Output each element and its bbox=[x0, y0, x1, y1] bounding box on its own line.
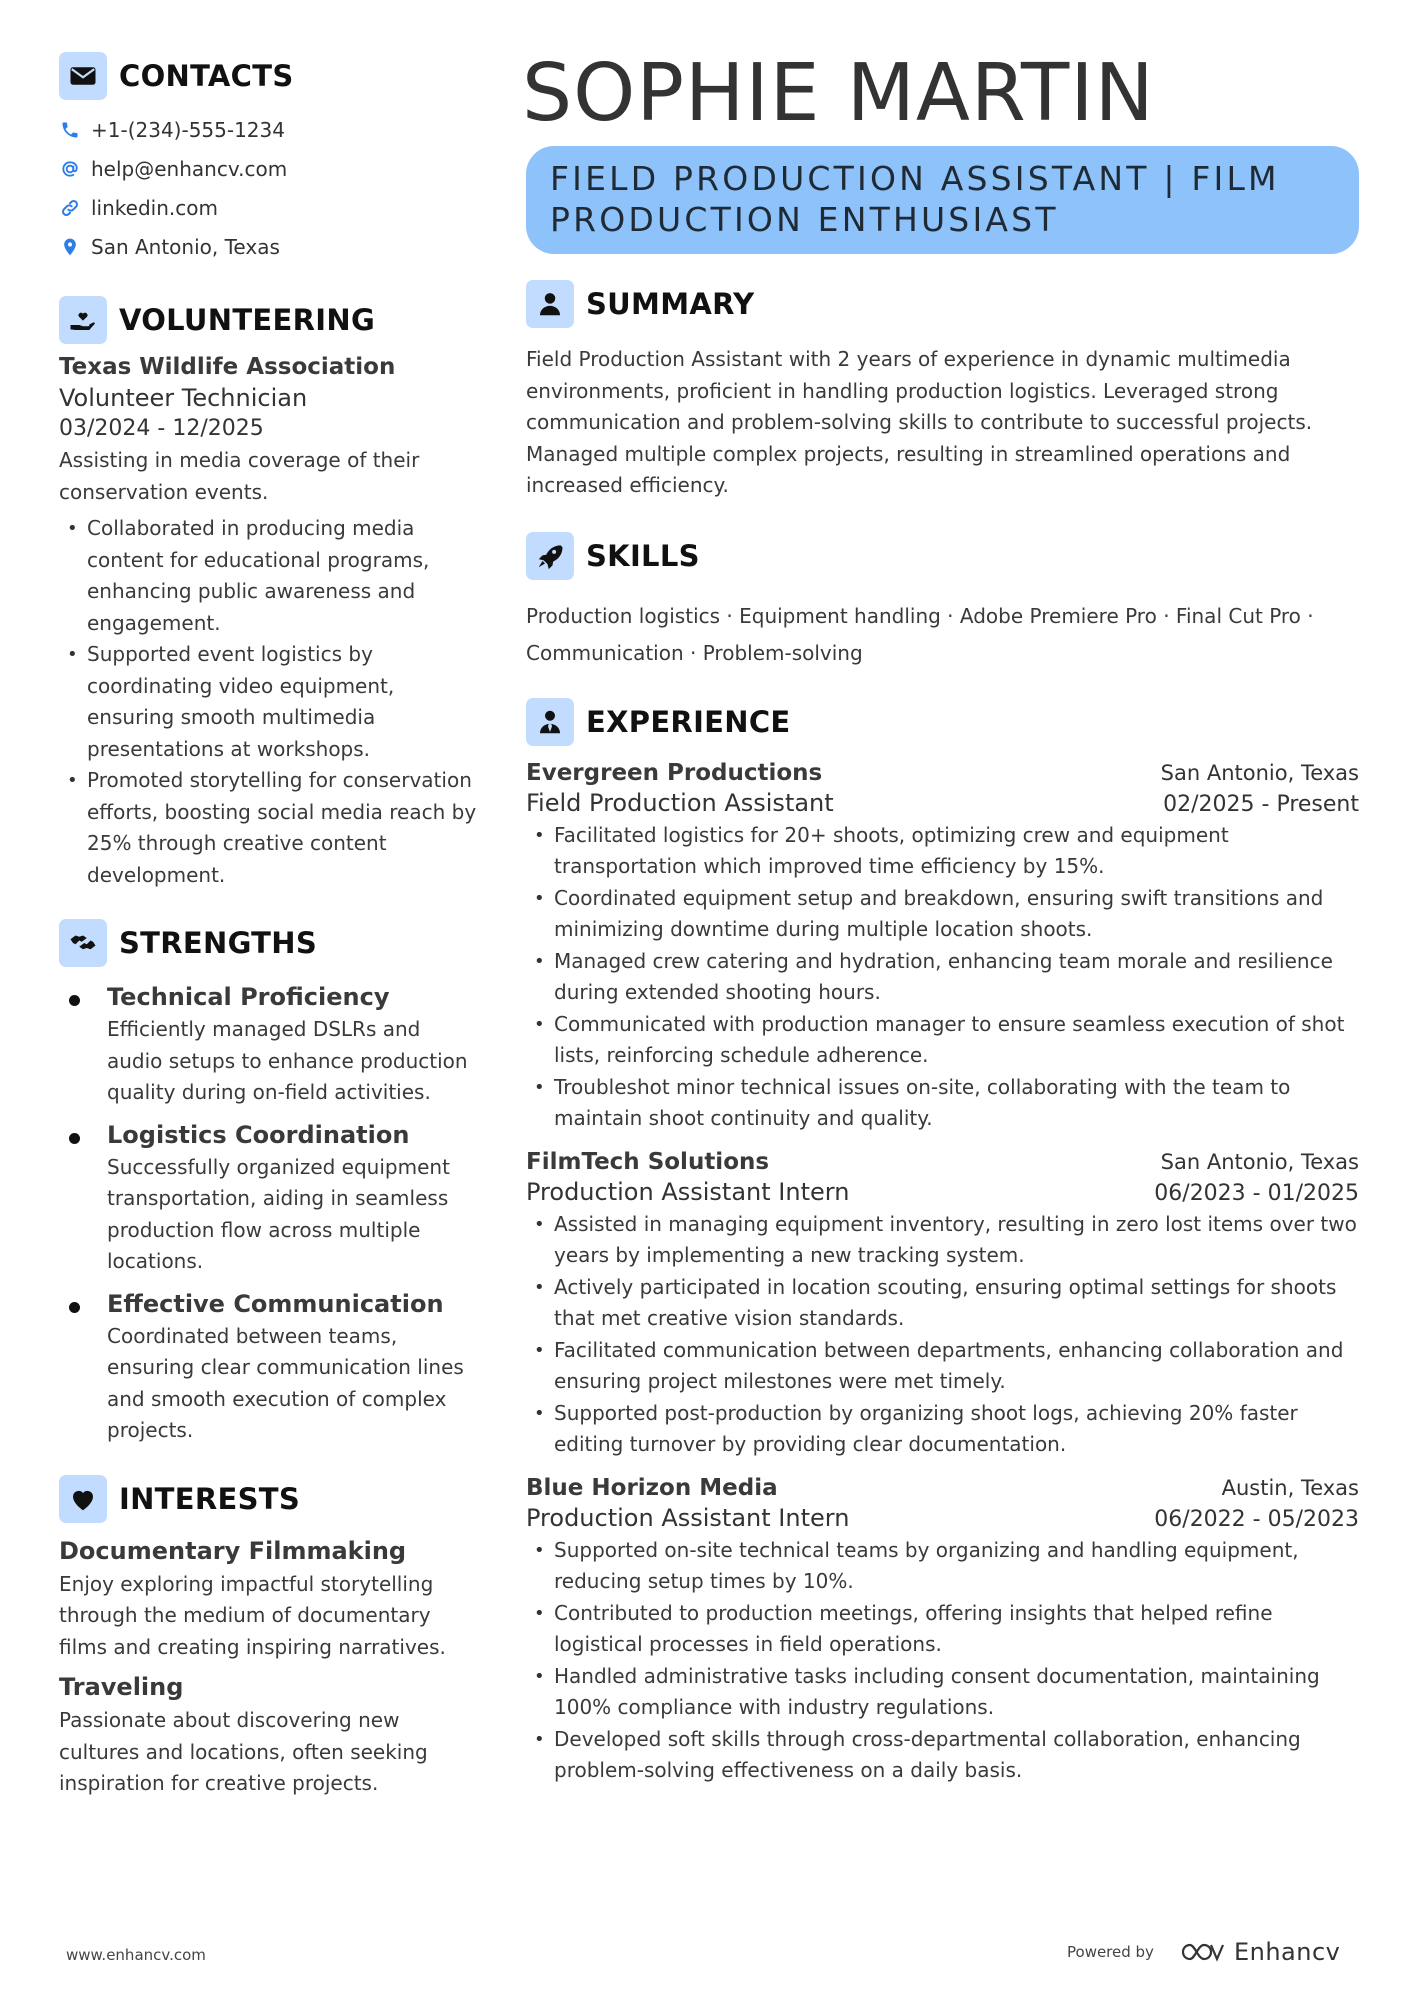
job-company: Evergreen Productions bbox=[526, 759, 823, 786]
experience-entry bbox=[526, 1475, 1359, 1787]
experience-entry bbox=[526, 760, 1359, 1135]
contacts-header bbox=[59, 52, 479, 100]
phone-icon bbox=[59, 119, 81, 141]
strength-item bbox=[59, 983, 479, 1109]
strength-item bbox=[59, 1290, 479, 1447]
contacts-list bbox=[59, 110, 479, 266]
brand-name: Enhancv bbox=[1233, 1938, 1341, 1966]
list-item: • Supported post-production by organizing shoot logs, achieving 20% faster editing turnover by providing clear documentation. bbox=[526, 1398, 1359, 1461]
skills-line: Communication · Problem-solving bbox=[526, 640, 863, 665]
interest-item bbox=[59, 1673, 479, 1800]
envelope-icon bbox=[59, 52, 107, 100]
strength-desc: Successfully organized equipment transportation, aiding in seamless production flow across multiple locations. bbox=[107, 1154, 450, 1273]
enhancv-logo bbox=[1180, 1938, 1340, 1966]
businessperson-icon bbox=[526, 698, 574, 746]
job-bullets bbox=[526, 1209, 1359, 1461]
summary-text: Field Production Assistant with 2 years of experience in dynamic multimedia environments, proficient in handling production logistics. Leveraged strong communication and problem-solving skills to contribute to successful projects. Managed multiple complex projects, resulting in streamlined operations and increased efficiency. bbox=[526, 347, 1313, 497]
interest-title: Traveling bbox=[59, 1673, 184, 1701]
contact-phone[interactable] bbox=[59, 110, 479, 149]
list-item: • Facilitated communication between departments, enhancing collaboration and ensuring project milestones were met timely. bbox=[526, 1335, 1359, 1398]
list-item: • Handled administrative tasks including consent documentation, maintaining 100% compliance with industry regulations. bbox=[526, 1661, 1359, 1724]
job-role: Production Assistant Intern bbox=[526, 1503, 850, 1532]
volunteering-header bbox=[59, 296, 479, 344]
volunteering-desc: Assisting in media coverage of their conservation events. bbox=[59, 448, 420, 504]
person-icon bbox=[526, 280, 574, 328]
powered-by-label: Powered by bbox=[1067, 1943, 1154, 1961]
job-location: Austin, Texas bbox=[1221, 1475, 1359, 1500]
heart-icon bbox=[59, 1475, 107, 1523]
summary-title: SUMMARY bbox=[586, 287, 755, 321]
contact-location bbox=[59, 227, 479, 266]
list-item: • Collaborated in producing media content for educational programs, enhancing public awareness and engagement. bbox=[59, 513, 479, 639]
job-subheader-row bbox=[526, 1504, 1359, 1532]
job-title-banner bbox=[526, 146, 1359, 254]
strengths-header bbox=[59, 919, 479, 967]
strengths-title: STRENGTHS bbox=[119, 926, 318, 960]
job-bullets bbox=[526, 820, 1359, 1135]
job-header-row bbox=[526, 760, 1359, 786]
volunteering-entry bbox=[59, 354, 479, 891]
hand-heart-icon bbox=[59, 296, 107, 344]
job-title-line2: PRODUCTION ENTHUSIAST bbox=[550, 200, 1059, 239]
strength-desc: Efficiently managed DSLRs and audio setups to enhance production quality during on-field activities. bbox=[107, 1017, 468, 1104]
experience-title: EXPERIENCE bbox=[586, 704, 791, 739]
volunteering-role: Volunteer Technician bbox=[59, 384, 308, 412]
strength-title: Effective Communication bbox=[107, 1289, 444, 1318]
job-bullets bbox=[526, 1535, 1359, 1787]
experience-header bbox=[526, 698, 1359, 746]
left-column bbox=[59, 52, 479, 1800]
list-item: • Actively participated in location scouting, ensuring optimal settings for shoots that met creative vision standards. bbox=[526, 1272, 1359, 1335]
contact-email-text: help@enhancv.com bbox=[91, 156, 288, 181]
link-icon bbox=[59, 197, 81, 219]
contact-phone-text: +1-(234)-555-1234 bbox=[91, 117, 285, 142]
job-header-row bbox=[526, 1475, 1359, 1501]
list-item: • Troubleshot minor technical issues on-site, collaborating with the team to maintain shoot continuity and quality. bbox=[526, 1072, 1359, 1135]
interests-header bbox=[59, 1475, 479, 1523]
list-item: • Contributed to production meetings, offering insights that helped refine logistical processes in field operations. bbox=[526, 1598, 1359, 1661]
job-role: Field Production Assistant bbox=[526, 788, 834, 817]
list-item: • Promoted storytelling for conservation efforts, boosting social media reach by 25% through creative content development. bbox=[59, 765, 479, 891]
skills-header bbox=[526, 532, 1359, 580]
list-item: • Assisted in managing equipment inventory, resulting in zero lost items over two years by implementing a new tracking system. bbox=[526, 1209, 1359, 1272]
strength-desc: Coordinated between teams, ensuring clear communication lines and smooth execution of complex projects. bbox=[107, 1323, 464, 1442]
interest-item bbox=[59, 1537, 479, 1664]
interest-title: Documentary Filmmaking bbox=[59, 1536, 407, 1565]
volunteering-title: VOLUNTEERING bbox=[119, 303, 376, 337]
contacts-title: CONTACTS bbox=[119, 59, 294, 93]
job-title-line1: FIELD PRODUCTION ASSISTANT | FILM bbox=[550, 159, 1280, 198]
list-item: • Coordinated equipment setup and breakdown, ensuring swift transitions and minimizing downtime during multiple location shoots. bbox=[526, 883, 1359, 946]
skills-title: SKILLS bbox=[586, 538, 700, 573]
handshake-icon bbox=[59, 919, 107, 967]
contact-email[interactable] bbox=[59, 149, 479, 188]
interests-list bbox=[59, 1537, 479, 1800]
interest-desc: Passionate about discovering new cultures and locations, often seeking inspiration for creative projects. bbox=[59, 1708, 428, 1795]
job-company: FilmTech Solutions bbox=[526, 1148, 770, 1175]
job-company: Blue Horizon Media bbox=[526, 1474, 778, 1501]
list-item: • Supported on-site technical teams by organizing and handling equipment, reducing setup times by 10%. bbox=[526, 1535, 1359, 1598]
bullet-dot bbox=[69, 995, 80, 1006]
bullet-dot bbox=[69, 1133, 80, 1144]
skills-line: Production logistics · Equipment handling · Adobe Premiere Pro · Final Cut Pro · bbox=[526, 603, 1314, 628]
job-location: San Antonio, Texas bbox=[1160, 1149, 1359, 1174]
rocket-icon bbox=[526, 532, 574, 580]
list-item: • Managed crew catering and hydration, enhancing team morale and resilience during extended shooting hours. bbox=[526, 946, 1359, 1009]
job-dates: 02/2025 - Present bbox=[1163, 791, 1359, 817]
footer-powered-by[interactable] bbox=[1067, 1938, 1340, 1966]
right-column bbox=[522, 47, 1359, 1787]
list-item: • Facilitated logistics for 20+ shoots, optimizing crew and equipment transportation which improved time efficiency by 15%. bbox=[526, 820, 1359, 883]
list-item: • Supported event logistics by coordinating video equipment, ensuring smooth multimedia presentations at workshops. bbox=[59, 639, 479, 765]
volunteering-org: Texas Wildlife Association bbox=[59, 354, 396, 380]
location-pin-icon bbox=[59, 236, 81, 258]
strengths-list bbox=[59, 983, 479, 1447]
interest-desc: Enjoy exploring impactful storytelling through the medium of documentary films and creating inspiring narratives. bbox=[59, 1571, 446, 1659]
bullet-dot bbox=[69, 1302, 80, 1313]
list-item: • Communicated with production manager to ensure seamless execution of shot lists, reinforcing schedule adherence. bbox=[526, 1009, 1359, 1072]
strength-title: Logistics Coordination bbox=[107, 1120, 410, 1149]
at-icon bbox=[59, 158, 81, 180]
volunteering-bullets bbox=[59, 513, 479, 891]
job-location: San Antonio, Texas bbox=[1160, 760, 1359, 785]
summary-header bbox=[526, 280, 1359, 328]
job-subheader-row bbox=[526, 1178, 1359, 1206]
contact-linkedin[interactable] bbox=[59, 188, 479, 227]
strength-item bbox=[59, 1121, 479, 1278]
volunteering-dates: 03/2024 - 12/2025 bbox=[59, 416, 264, 441]
candidate-name: SOPHIE MARTIN bbox=[522, 47, 1155, 139]
skills-list bbox=[526, 598, 1359, 672]
list-item: • Developed soft skills through cross-departmental collaboration, enhancing problem-solving effectiveness on a daily basis. bbox=[526, 1724, 1359, 1787]
job-dates: 06/2022 - 05/2023 bbox=[1154, 1506, 1359, 1532]
job-subheader-row bbox=[526, 789, 1359, 817]
strength-title: Technical Proficiency bbox=[107, 983, 390, 1011]
contact-location-text: San Antonio, Texas bbox=[91, 234, 280, 259]
job-header-row bbox=[526, 1149, 1359, 1175]
contact-linkedin-text: linkedin.com bbox=[91, 195, 218, 220]
experience-entry bbox=[526, 1149, 1359, 1461]
footer-website[interactable]: www.enhancv.com bbox=[66, 1946, 206, 1964]
enhancv-logo-icon bbox=[1180, 1940, 1226, 1964]
job-role: Production Assistant Intern bbox=[526, 1177, 850, 1206]
interests-title: INTERESTS bbox=[119, 1481, 301, 1516]
job-dates: 06/2023 - 01/2025 bbox=[1154, 1180, 1359, 1206]
